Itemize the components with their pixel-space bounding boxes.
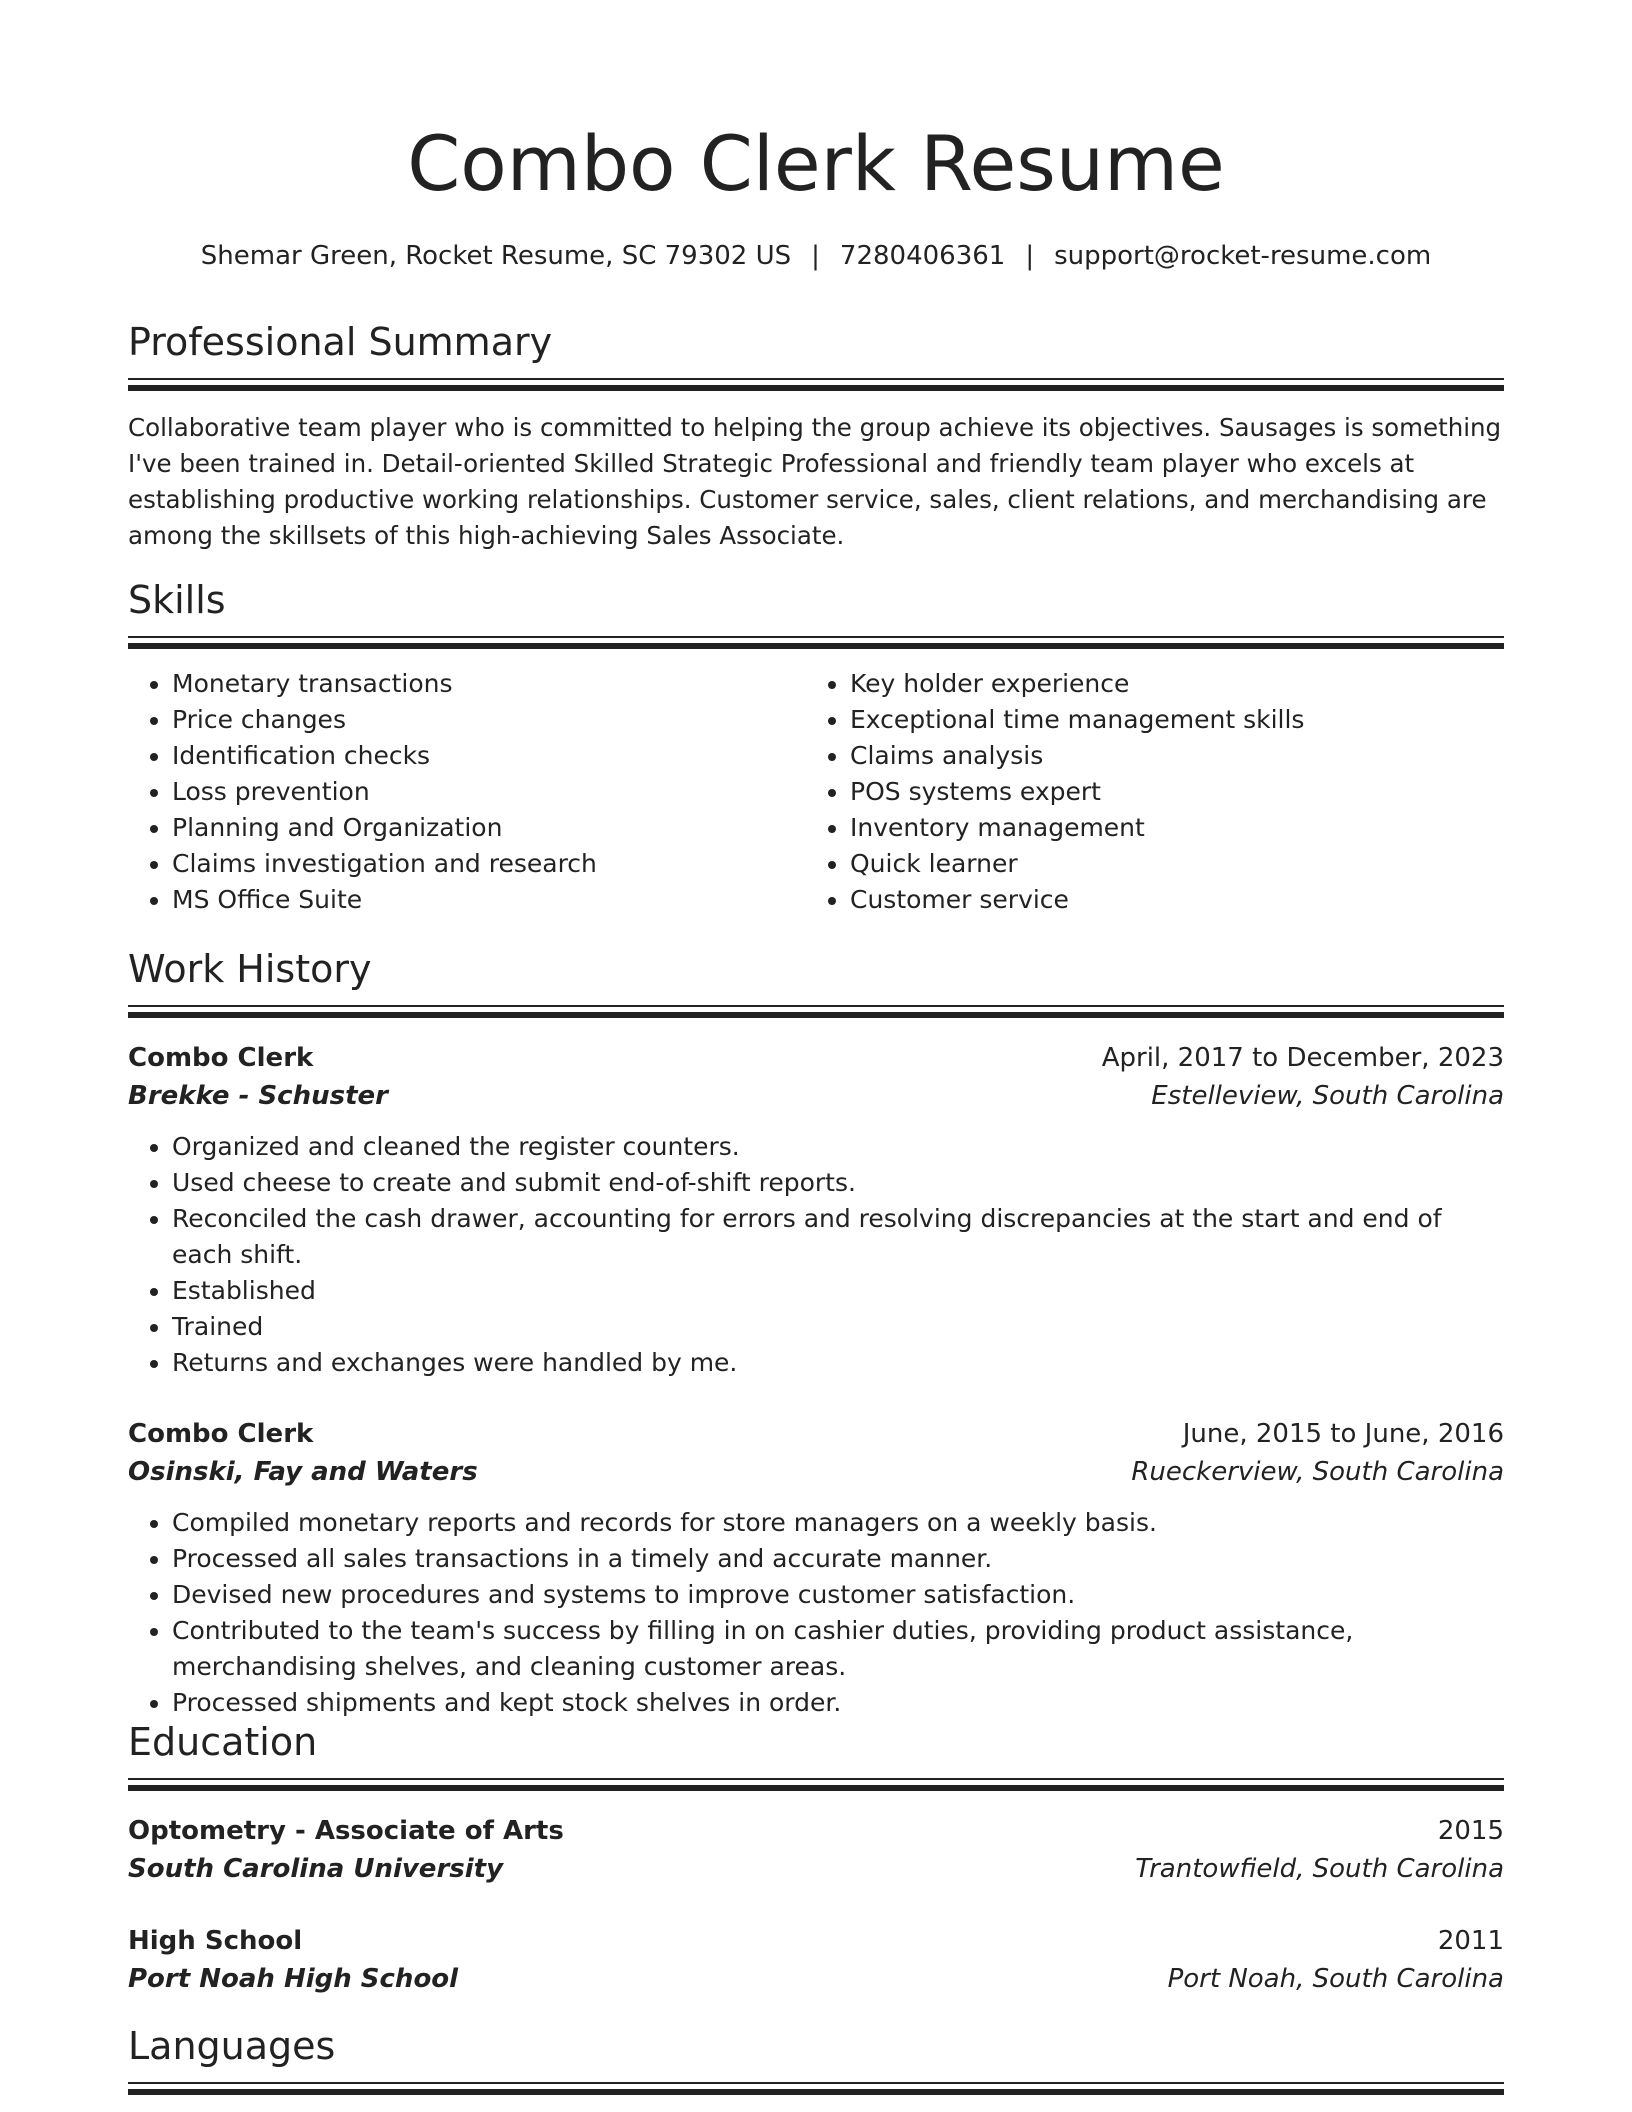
skill-item: • Planning and Organization <box>172 810 806 846</box>
job-bullet: • Established <box>172 1273 1504 1309</box>
job-bullet: • Reconciled the cash drawer, accounting for errors and resolving discrepancies at the start and end of each shift. <box>172 1201 1504 1273</box>
education-entry <box>128 1922 1504 1998</box>
education-year: 2015 <box>1437 1816 1504 1846</box>
job-bullet: • Processed all sales transactions in a timely and accurate manner. <box>172 1541 1504 1577</box>
languages-heading: Languages <box>128 2024 336 2068</box>
contact-separator: | <box>811 241 820 271</box>
job-bullets <box>128 1505 1504 1721</box>
skill-item: • Price changes <box>172 702 806 738</box>
resume-title: Combo Clerk Resume <box>407 119 1225 208</box>
skill-item: • Claims investigation and research <box>172 846 806 882</box>
contact-address: Shemar Green, Rocket Resume, SC 79302 US <box>200 241 792 271</box>
contact-line <box>128 238 1504 274</box>
skill-item: • Key holder experience <box>850 666 1484 702</box>
education-school-row <box>128 1850 1504 1888</box>
skill-item: • Inventory management <box>850 810 1484 846</box>
education-location: Port Noah, South Carolina <box>1167 1964 1504 1994</box>
skill-item: • Customer service <box>850 882 1484 918</box>
job-company: Osinski, Fay and Waters <box>128 1457 478 1487</box>
contact-email: support@rocket-resume.com <box>1054 241 1432 271</box>
skills-columns <box>128 652 1504 918</box>
job-entry <box>128 1415 1504 1721</box>
languages-section <box>128 2022 1504 2098</box>
education-heading: Education <box>128 1720 318 1764</box>
work-heading: Work History <box>128 947 372 991</box>
job-title: Combo Clerk <box>128 1419 314 1449</box>
skill-item: • POS systems expert <box>850 774 1484 810</box>
skill-item: • Quick learner <box>850 846 1484 882</box>
section-divider <box>128 636 1504 652</box>
section-divider <box>128 1005 1504 1021</box>
skills-heading: Skills <box>128 578 226 622</box>
education-school: Port Noah High School <box>128 1964 459 1994</box>
education-school-row <box>128 1960 1504 1998</box>
skill-item: • Monetary transactions <box>172 666 806 702</box>
skills-list-right <box>806 666 1484 918</box>
job-location: Estelleview, South Carolina <box>1151 1081 1504 1111</box>
job-location: Rueckerview, South Carolina <box>1131 1457 1504 1487</box>
education-location: Trantowfield, South Carolina <box>1135 1854 1504 1884</box>
job-bullet: • Devised new procedures and systems to improve customer satisfaction. <box>172 1577 1504 1613</box>
job-bullet: • Trained <box>172 1309 1504 1345</box>
education-school: South Carolina University <box>128 1854 504 1884</box>
job-header-row <box>128 1039 1504 1077</box>
summary-section <box>128 318 1504 554</box>
job-bullets <box>128 1129 1504 1381</box>
education-year: 2011 <box>1437 1926 1504 1956</box>
skill-item: • Exceptional time management skills <box>850 702 1484 738</box>
skills-list-left <box>128 666 806 918</box>
summary-heading: Professional Summary <box>128 320 553 364</box>
education-header-row <box>128 1922 1504 1960</box>
job-bullet: • Processed shipments and kept stock shelves in order. <box>172 1685 1504 1721</box>
job-bullet: • Organized and cleaned the register counters. <box>172 1129 1504 1165</box>
section-divider <box>128 2082 1504 2098</box>
skill-item: • Loss prevention <box>172 774 806 810</box>
education-header-row <box>128 1812 1504 1850</box>
job-company: Brekke - Schuster <box>128 1081 388 1111</box>
job-company-row <box>128 1453 1504 1491</box>
job-bullet: • Compiled monetary reports and records for store managers on a weekly basis. <box>172 1505 1504 1541</box>
job-entry <box>128 1039 1504 1381</box>
work-section <box>128 945 1504 1721</box>
skills-section <box>128 576 1504 918</box>
job-bullet: • Contributed to the team's success by filling in on cashier duties, providing product assistance, merchandising shelves, and cleaning customer areas. <box>172 1613 1504 1685</box>
skill-item: • MS Office Suite <box>172 882 806 918</box>
section-divider <box>128 1778 1504 1794</box>
job-bullet: • Used cheese to create and submit end-of-shift reports. <box>172 1165 1504 1201</box>
contact-phone: 7280406361 <box>839 241 1006 271</box>
contact-separator: | <box>1025 241 1035 271</box>
job-title: Combo Clerk <box>128 1043 314 1073</box>
job-dates: April, 2017 to December, 2023 <box>1101 1043 1504 1073</box>
education-entry <box>128 1812 1504 1888</box>
skill-item: • Claims analysis <box>850 738 1484 774</box>
skill-item: • Identification checks <box>172 738 806 774</box>
education-degree: Optometry - Associate of Arts <box>128 1816 564 1846</box>
education-section <box>128 1718 1504 1998</box>
job-dates: June, 2015 to June, 2016 <box>1182 1419 1504 1449</box>
education-degree: High School <box>128 1926 303 1956</box>
job-header-row <box>128 1415 1504 1453</box>
summary-text: Collaborative team player who is committed to helping the group achieve its objectives. Sausages is something I've been trained in. Detail-oriented Skilled Strategic Professional and friendly team player who excels at establishing productive working relationships. Customer service, sales, client relations, and merchandising are among the skillsets of this high-achieving Sales Associate. <box>128 413 1502 550</box>
job-company-row <box>128 1077 1504 1115</box>
section-divider <box>128 378 1504 394</box>
job-bullet: • Returns and exchanges were handled by me. <box>172 1345 1504 1381</box>
